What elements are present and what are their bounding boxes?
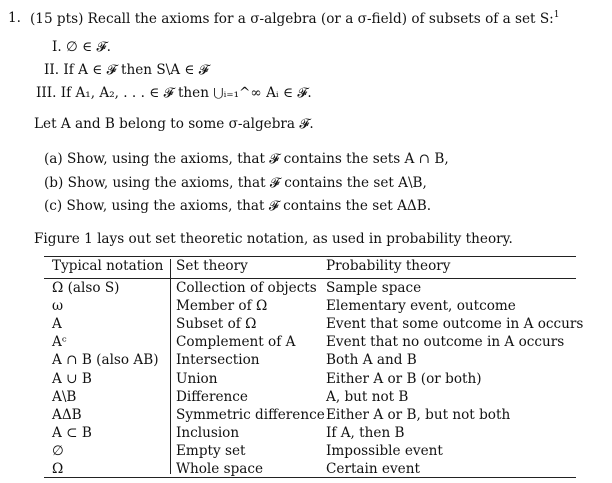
table-row bbox=[0, 390, 612, 408]
table-row bbox=[0, 353, 612, 371]
cell-notation: Ω (also S) bbox=[52, 280, 120, 296]
cell-set-theory: Union bbox=[176, 370, 218, 387]
cell-notation: A bbox=[52, 316, 62, 333]
axiom-3: III. If A₁, A₂, . . . ∈ 𝓕 then ⋃ᵢ₌₁^∞ Aᵢ ∈ 𝓕. bbox=[36, 85, 312, 101]
cell-notation: A ∩ B (also AB) bbox=[52, 352, 159, 369]
table-header-row bbox=[0, 259, 612, 277]
cell-set-theory: Collection of objects bbox=[176, 280, 317, 296]
table-row bbox=[0, 408, 612, 426]
cell-set-theory: Subset of Ω bbox=[176, 316, 257, 333]
cell-probability: Event that some outcome in A occurs bbox=[326, 316, 584, 333]
table-header-rule bbox=[44, 278, 576, 279]
question-intro-text: (15 pts) Recall the axioms for a σ-algebra (or a σ-field) of subsets of a set S: bbox=[30, 11, 554, 27]
cell-probability: If A, then B bbox=[326, 424, 405, 441]
header-probability-theory: Probability theory bbox=[326, 258, 451, 274]
cell-probability: A, but not B bbox=[326, 388, 409, 405]
axiom-1: I. ∅ ∈ 𝓕. bbox=[52, 39, 111, 55]
cell-notation: A\B bbox=[52, 388, 77, 405]
cell-set-theory: Intersection bbox=[176, 352, 260, 369]
part-c: (c) Show, using the axioms, that 𝓕 contains the set AΔB. bbox=[44, 198, 432, 214]
cell-probability: Impossible event bbox=[326, 442, 443, 459]
cell-probability: Both A and B bbox=[326, 352, 417, 369]
cell-notation: ω bbox=[52, 298, 64, 315]
cell-notation: A ⊂ B bbox=[52, 424, 92, 441]
cell-set-theory: Member of Ω bbox=[176, 298, 268, 315]
cell-set-theory: Whole space bbox=[176, 461, 264, 477]
cell-set-theory: Symmetric difference bbox=[176, 406, 325, 423]
axiom-2: II. If A ∈ 𝓕 then S\A ∈ 𝓕 bbox=[44, 62, 209, 78]
table-row bbox=[0, 462, 612, 480]
cell-set-theory: Empty set bbox=[176, 442, 246, 459]
question-intro bbox=[30, 11, 559, 27]
header-set-theory: Set theory bbox=[176, 258, 248, 274]
table-row bbox=[0, 281, 612, 299]
cell-set-theory: Inclusion bbox=[176, 424, 240, 441]
cell-probability: Either A or B (or both) bbox=[326, 370, 482, 387]
table-row bbox=[0, 299, 612, 317]
part-a: (a) Show, using the axioms, that 𝓕 contains the sets A ∩ B, bbox=[44, 151, 449, 167]
cell-probability: Either A or B, but not both bbox=[326, 406, 511, 423]
cell-set-theory: Difference bbox=[176, 388, 248, 405]
part-b: (b) Show, using the axioms, that 𝓕 contains the set A\B, bbox=[44, 175, 427, 191]
table-row bbox=[0, 317, 612, 335]
table-row bbox=[0, 372, 612, 390]
cell-probability: Sample space bbox=[326, 280, 422, 296]
question-number: 1. bbox=[8, 10, 21, 26]
table-row bbox=[0, 426, 612, 444]
table-row bbox=[0, 444, 612, 462]
cell-probability: Certain event bbox=[326, 461, 420, 477]
cell-notation: Ω bbox=[52, 461, 64, 477]
cell-probability: Event that no outcome in A occurs bbox=[326, 334, 565, 351]
cell-notation: AΔB bbox=[52, 406, 82, 423]
cell-set-theory: Complement of A bbox=[176, 334, 296, 351]
figure-caption: Figure 1 lays out set theoretic notation, as used in probability theory. bbox=[34, 231, 513, 247]
table-top-rule bbox=[44, 256, 576, 257]
cell-probability: Elementary event, outcome bbox=[326, 298, 516, 315]
let-statement: Let A and B belong to some σ-algebra 𝓕. bbox=[34, 116, 314, 132]
cell-notation: ∅ bbox=[52, 442, 64, 459]
cell-notation: A ∪ B bbox=[52, 370, 92, 387]
cell-notation: Aᶜ bbox=[52, 334, 67, 351]
header-typical-notation: Typical notation bbox=[52, 258, 164, 274]
footnote-mark: 1 bbox=[553, 10, 560, 20]
table-row bbox=[0, 335, 612, 353]
